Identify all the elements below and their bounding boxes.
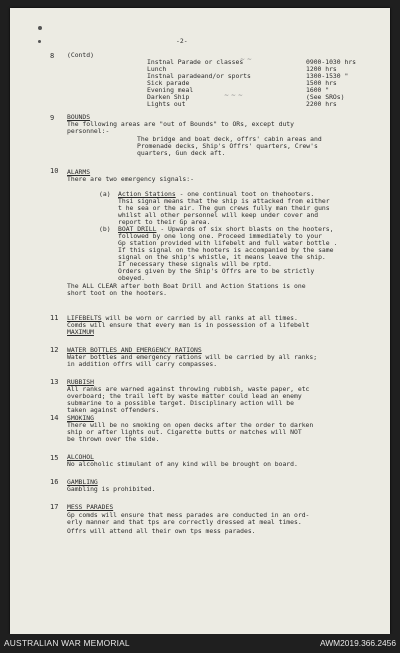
footer-bar — [0, 634, 400, 653]
paragraph-line: Orders given by the Ship's Offrs are to be strictly — [118, 267, 315, 275]
handwritten-annotation: ~ ~ — [240, 56, 252, 63]
schedule-label: Sick parade — [147, 79, 190, 87]
section-title: GAMBLING — [67, 478, 98, 486]
paragraph-line: taken against offenders. — [67, 406, 160, 414]
section-number: 11 — [50, 314, 59, 322]
paragraph-line: submarine to a possible target. Disciplinary action will be — [67, 399, 295, 407]
handwritten-annotation: ~ ~ ~ — [224, 92, 243, 99]
paragraph-line: obeyed. — [118, 274, 145, 282]
paragraph-line: whilst all other personnel will keep under cover and — [118, 211, 319, 219]
paragraph-line: erly manner and that tps are correctly dressed at meal times. — [67, 518, 302, 526]
section-number: 9 — [50, 114, 55, 122]
paragraph-line: If this signal on the hooters is accompanied by the same — [118, 246, 334, 254]
list-item-text: - Upwards of six short blasts on the hooters, — [156, 225, 334, 233]
schedule-time: 1200 hrs — [306, 65, 337, 73]
paragraph-line: Thsi signal means that the ship is attacked from either — [118, 197, 330, 205]
paragraph-line: in addition offrs will carry compasses. — [67, 360, 218, 368]
footer-accession-number: AWM2019.366.2456 — [319, 638, 396, 648]
list-label: (b) — [99, 225, 111, 233]
document-page — [10, 8, 390, 634]
paragraph-line: Comds will ensure that every man is in possession of a lifebelt — [67, 321, 310, 329]
paragraph-line: The following areas are "out of Bounds" to ORs, except duty — [67, 120, 295, 128]
paragraph-line: There are two emergency signals:- — [67, 175, 194, 183]
schedule-time: (See SROs) — [306, 93, 345, 101]
list-item-title: BOAT DRILL — [118, 225, 157, 233]
paragraph-line: report to their Gp area. — [118, 218, 211, 226]
schedule-time: 0900-1030 hrs — [306, 58, 357, 66]
paragraph-line: signal on the ship's whistle, it means leave the ship. — [118, 253, 326, 261]
section-number: 8 — [50, 52, 55, 60]
schedule-label: Instnal paradeand/or sports — [147, 72, 251, 80]
paragraph-line: MAXIMUM — [67, 328, 94, 336]
paragraph-line: All ranks are warned against throwing rubbish, waste paper, etc — [67, 385, 310, 393]
section-title: WATER BOTTLES AND EMERGENCY RATIONS — [67, 346, 202, 354]
paragraph-line: Gp station provided with lifebelt and full water bottle . — [118, 239, 338, 247]
schedule-time: 1300-1530 " — [306, 72, 349, 80]
paragraph-line: t he sea or the air. The gun crews fully man their guns — [118, 204, 330, 212]
section-number: 17 — [50, 503, 59, 511]
paragraph-line: be thrown over the side. — [67, 435, 160, 443]
schedule-label: Evening meal — [147, 86, 194, 94]
paragraph-line: personnel:- — [67, 127, 110, 135]
schedule-time: 2200 hrs — [306, 100, 337, 108]
section-title: LIFEBELTS — [67, 314, 102, 322]
paragraph-line: Offrs will attend all their own tps mess parades. — [67, 527, 256, 535]
section-number: 16 — [50, 478, 59, 486]
paragraph-line: overboard; the trail left by waste matter could lead an enemy — [67, 392, 302, 400]
paragraph-line: Gp comds will ensure that mess parades are conducted in an ord- — [67, 511, 310, 519]
section-title: ALCOHOL — [67, 453, 94, 461]
list-label: (a) — [99, 190, 111, 198]
paragraph-line: There will be no smoking on open decks after the order to darken — [67, 421, 314, 429]
section-number: 12 — [50, 346, 59, 354]
section-number: 14 — [50, 414, 59, 422]
punch-hole — [38, 40, 41, 43]
schedule-label: Lights out — [147, 100, 186, 108]
list-item-title: Action Stations — [118, 190, 176, 198]
page-number: -2- — [176, 37, 188, 45]
paragraph-line: ship or after lights out. Cigarette butts or matches will NOT — [67, 428, 302, 436]
paragraph-line: The ALL CLEAR after both Boat Drill and Action Stations is one — [67, 282, 306, 290]
schedule-label: Lunch — [147, 65, 167, 73]
section-title: MESS PARADES — [67, 503, 114, 511]
section-number: 10 — [50, 167, 59, 175]
section-number: 13 — [50, 378, 59, 386]
section-title: RUBBISH — [67, 378, 94, 386]
footer-credit: AUSTRALIAN WAR MEMORIAL — [4, 638, 130, 648]
paragraph-text: will be worn or carried by all ranks at all times. — [101, 314, 298, 322]
schedule-label: Darken Ship — [147, 93, 190, 101]
paragraph-line: If necessary these signals will be rptd. — [118, 260, 272, 268]
punch-hole — [38, 26, 42, 30]
paragraph-line: The bridge and boat deck, offrs' cabin areas and — [137, 135, 322, 143]
section-title: SMOKING — [67, 414, 94, 422]
schedule-label: Instnal Parade or classes — [147, 58, 244, 66]
section-number: 15 — [50, 454, 59, 462]
section-title: BOUNDS — [67, 113, 91, 121]
paragraph-line: followed by one long one. Proceed immediately to your — [118, 232, 322, 240]
schedule-time: 1600 " — [306, 86, 330, 94]
schedule-time: 1500 hrs — [306, 79, 337, 87]
paragraph-line: Gambling is prohibited. — [67, 485, 156, 493]
list-item-text: - one continual toot on thehooters. — [175, 190, 315, 198]
paragraph-line: Water bottles and emergency rations will be carried by all ranks; — [67, 353, 318, 361]
section-title: (Contd) — [67, 51, 94, 59]
paragraph-line: quarters, Gun deck aft. — [137, 149, 226, 157]
paragraph-line: Promenade decks, Ship's Offrs' quarters, Crew's — [137, 142, 318, 150]
section-title: ALARMS — [67, 168, 91, 176]
paragraph-line: short toot on the hooters. — [67, 289, 168, 297]
paragraph-line: No alcoholic stimulant of any kind will be brought on board. — [67, 460, 298, 468]
